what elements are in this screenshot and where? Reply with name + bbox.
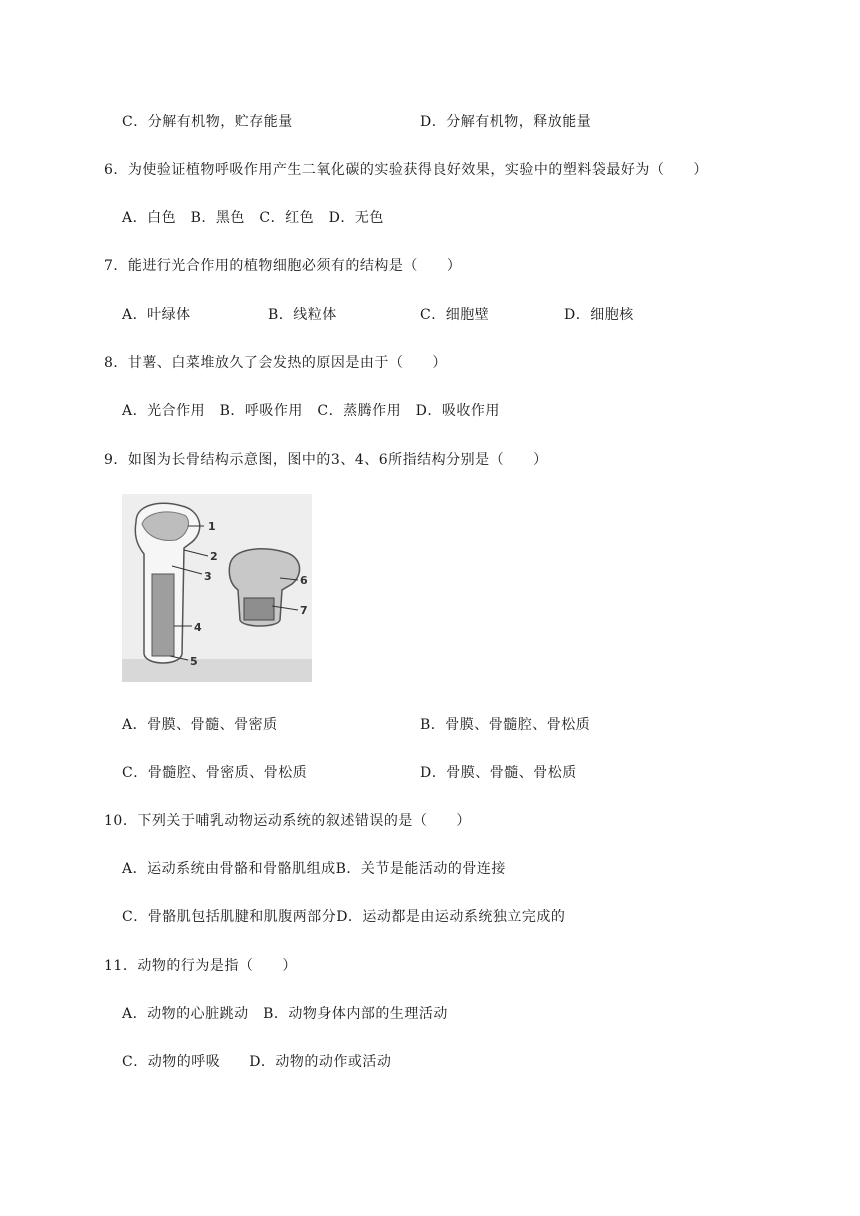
- figure-label-4: 4: [194, 621, 202, 634]
- question-7-stem: 7．能进行光合作用的植物细胞必须有的结构是（ ）: [104, 258, 462, 274]
- bone-marrow-cavity: [152, 574, 174, 656]
- q11-options-cd: C．动物的呼吸 D．动物的动作或活动: [122, 1054, 392, 1070]
- q9-option-b: B．骨膜、骨髓腔、骨松质: [420, 717, 591, 733]
- q7-option-c: C．细胞壁: [420, 307, 490, 323]
- question-11-stem: 11．动物的行为是指（ ）: [104, 958, 297, 974]
- question-9-stem: 9．如图为长骨结构示意图，图中的3、4、6所指结构分别是（ ）: [104, 452, 548, 468]
- q9-option-c: C．骨髓腔、骨密质、骨松质: [122, 765, 308, 781]
- q9-option-d: D．骨膜、骨髓、骨松质: [420, 765, 577, 781]
- question-10-stem: 10．下列关于哺乳动物运动系统的叙述错误的是（ ）: [104, 813, 471, 829]
- figure-label-6: 6: [300, 574, 308, 587]
- question-8-stem: 8．甘薯、白菜堆放久了会发热的原因是由于（ ）: [104, 355, 447, 371]
- long-bone-diagram-svg: [122, 494, 312, 682]
- q7-option-a: A．叶绿体: [122, 307, 191, 323]
- bone-section-cavity: [244, 598, 274, 620]
- figure-speckle-bottom: [122, 659, 312, 682]
- figure-label-7: 7: [300, 604, 308, 617]
- q10-options-cd: C．骨骼肌包括肌腱和肌腹两部分D．运动都是由运动系统独立完成的: [122, 909, 566, 925]
- question-8-options: A．光合作用 B．呼吸作用 C．蒸腾作用 D．吸收作用: [122, 403, 500, 419]
- long-bone-diagram: [122, 494, 312, 682]
- figure-label-1: 1: [208, 520, 216, 533]
- q7-option-b: B．线粒体: [268, 307, 337, 323]
- q7-option-d: D．细胞核: [564, 307, 634, 323]
- figure-label-3: 3: [204, 570, 212, 583]
- q5-option-d: D．分解有机物，释放能量: [420, 114, 592, 130]
- q9-option-a: A．骨膜、骨髓、骨密质: [122, 717, 278, 733]
- figure-label-5: 5: [190, 655, 198, 668]
- q11-options-ab: A．动物的心脏跳动 B．动物身体内部的生理活动: [122, 1006, 448, 1022]
- q5-option-c: C．分解有机物，贮存能量: [122, 114, 293, 130]
- question-6-stem: 6．为使验证植物呼吸作用产生二氧化碳的实验获得良好效果，实验中的塑料袋最好为（ ）: [104, 162, 708, 178]
- figure-label-2: 2: [210, 550, 218, 563]
- q10-options-ab: A．运动系统由骨骼和骨骼肌组成B．关节是能活动的骨连接: [122, 861, 506, 877]
- question-6-options: A．白色 B．黑色 C．红色 D．无色: [122, 210, 384, 226]
